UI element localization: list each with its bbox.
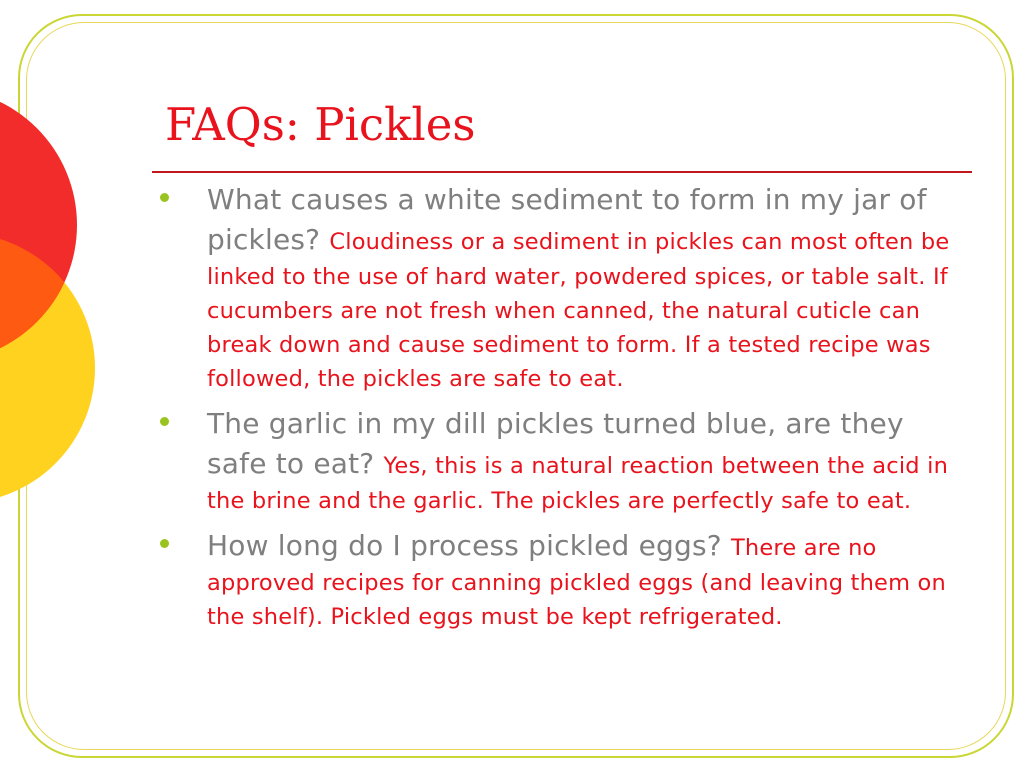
bullet-icon [160,539,169,548]
bullet-icon [160,417,169,426]
bullet-icon [160,193,169,202]
faq-item [160,526,950,634]
decorative-circles [0,0,120,768]
faq-item [160,404,950,518]
faq-answer: There are no approved recipes for canning pickled eggs (and leaving them on the shelf). Pickled eggs must be kept refrigerated. [207,535,946,630]
faq-question: How long do I process pickled eggs? [207,529,731,562]
faq-question: What causes a white sediment to form in my jar of pickles? [207,183,927,256]
faq-question: The garlic in my dill pickles turned blue, are they safe to eat? [207,407,904,480]
faq-answer: Yes, this is a natural reaction between the acid in the brine and the garlic. The pickles are perfectly safe to eat. [207,453,949,514]
faq-answer: Cloudiness or a sediment in pickles can most often be linked to the use of hard water, powdered spices, or table salt. If cucumbers are not fresh when canned, the natural cuticle can break down and cause sediment to form. If a tested recipe was followed, the pickles are safe to eat. [207,229,950,392]
faq-item [160,180,950,396]
title-underline [152,171,972,173]
slide-title: FAQs: Pickles [165,98,476,151]
faq-list [160,180,950,642]
